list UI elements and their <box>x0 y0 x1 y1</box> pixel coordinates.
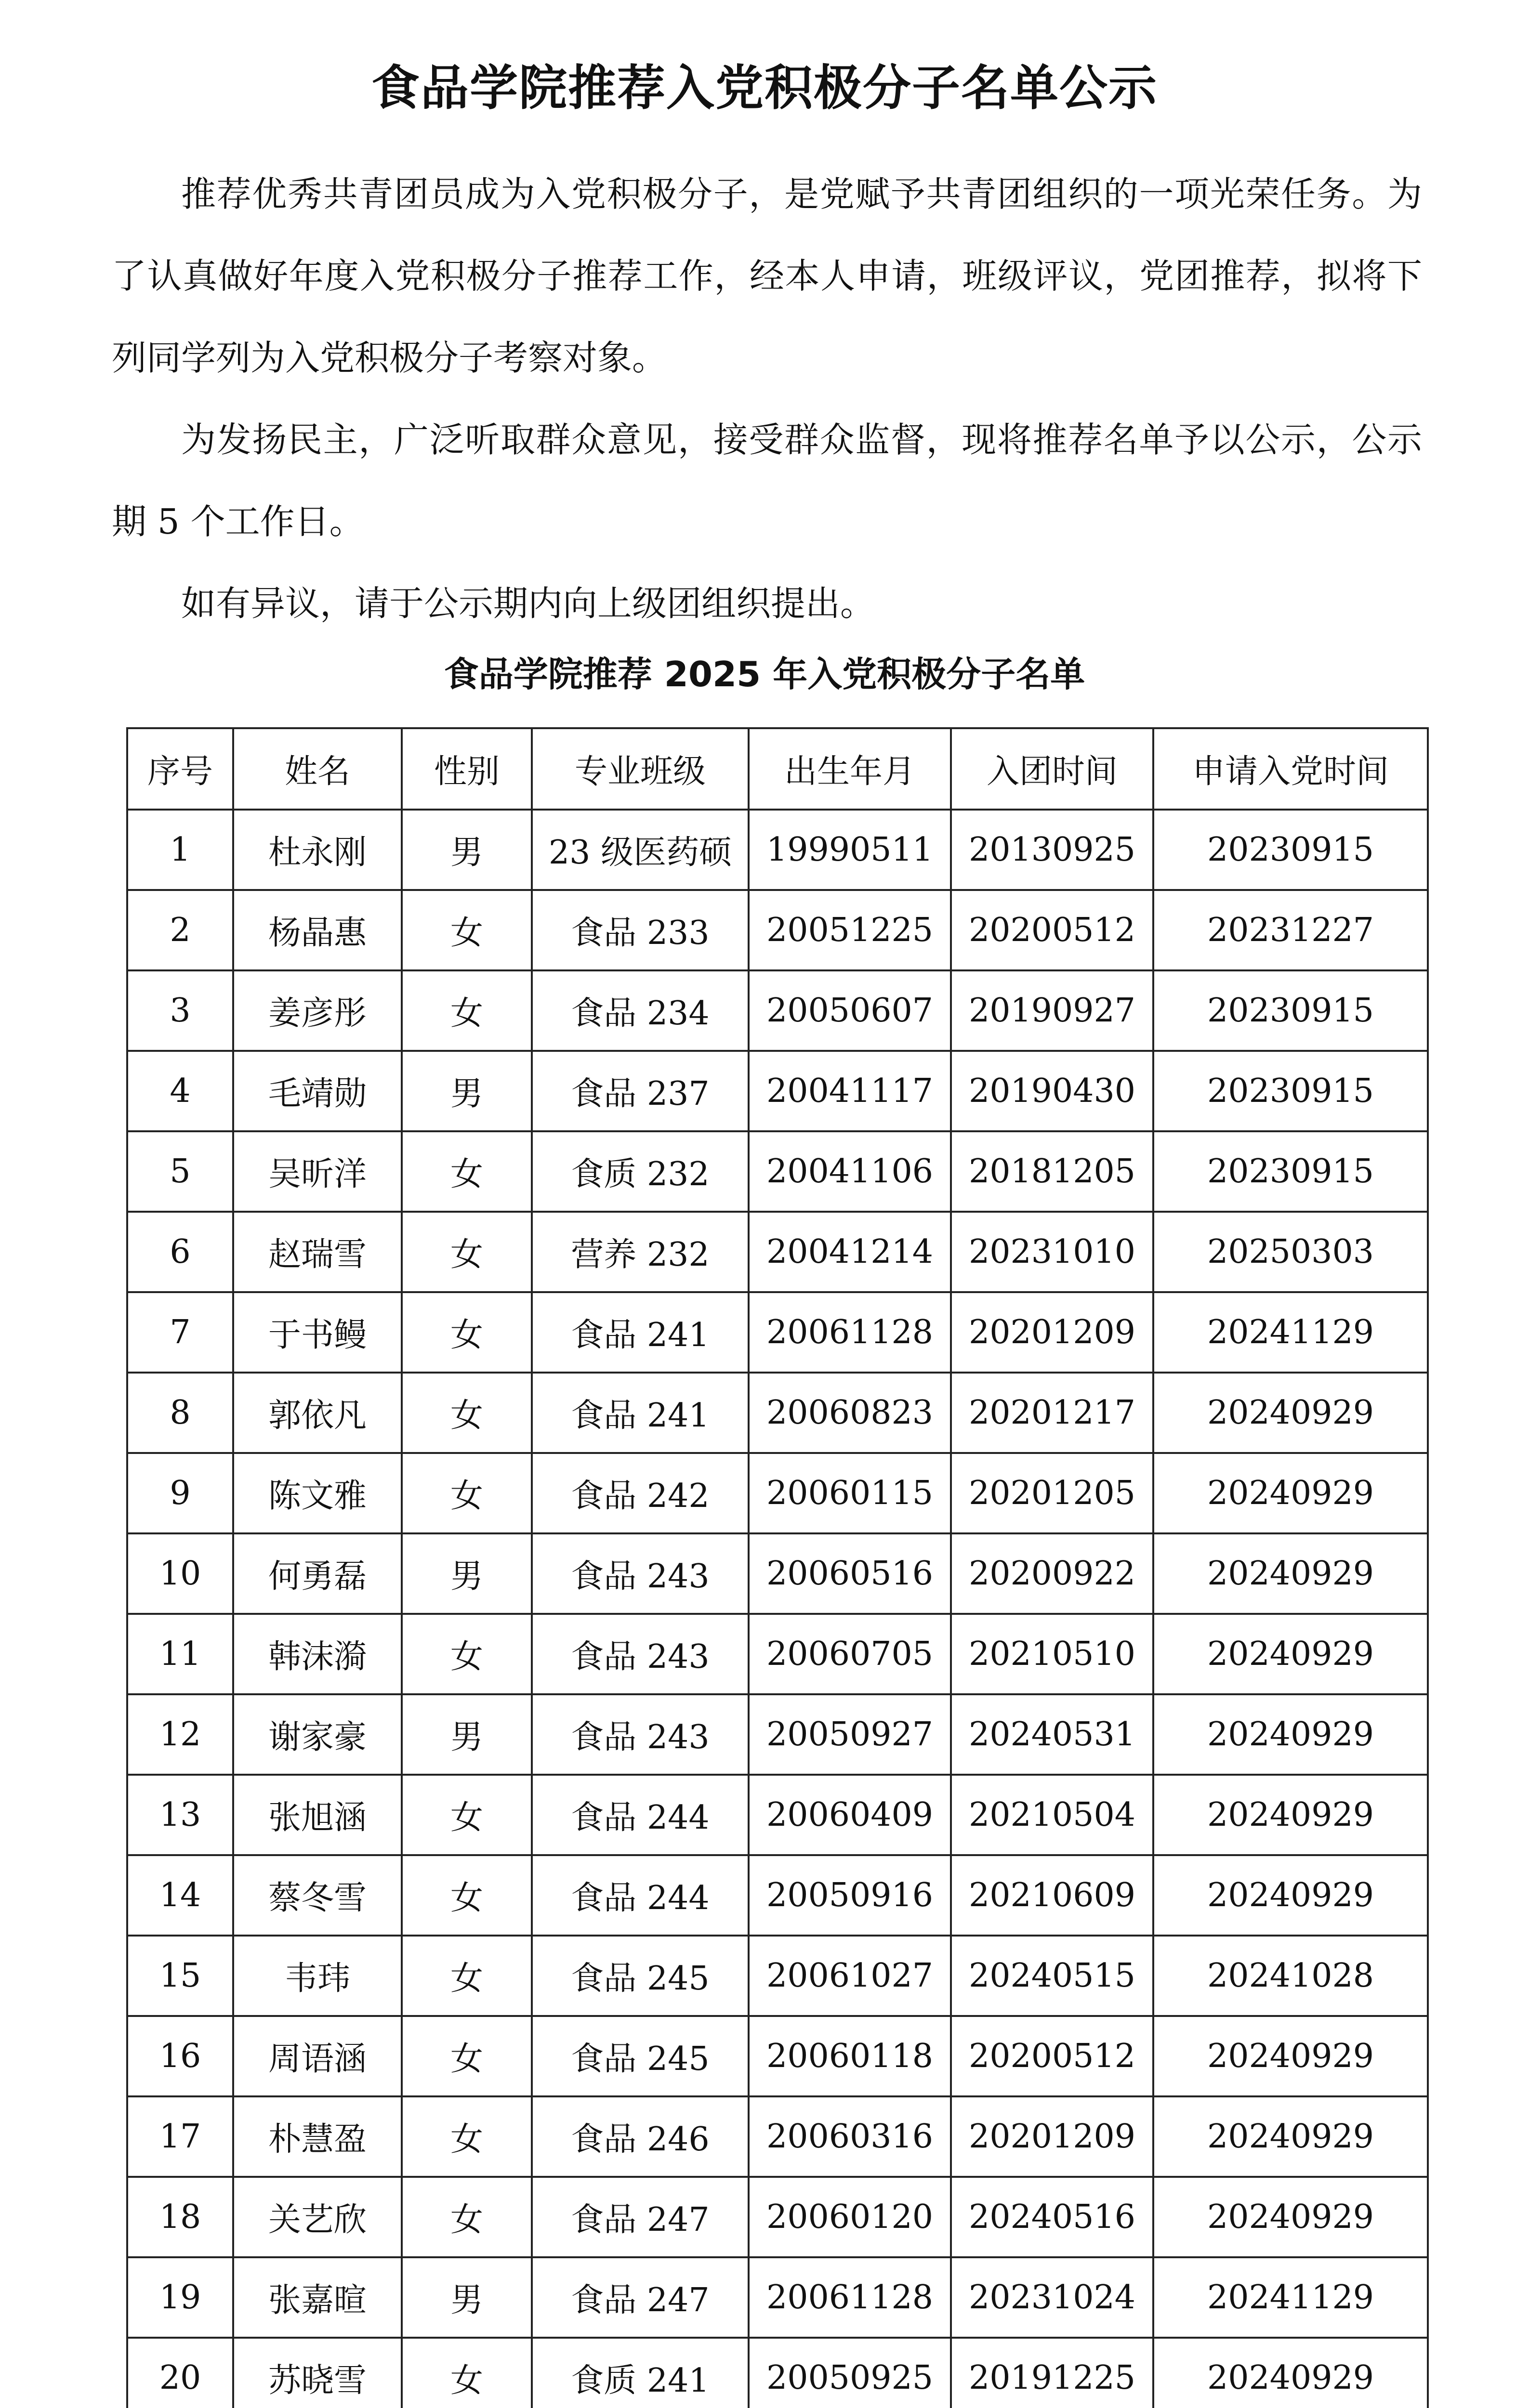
cell-index: 12 <box>127 1694 233 1775</box>
cell-name: 韦玮 <box>233 1936 402 2016</box>
cell-league-date: 20201209 <box>951 2096 1153 2177</box>
cell-class: 食品 237 <box>532 1051 749 1131</box>
cell-birth: 20050916 <box>749 1855 951 1936</box>
cell-gender: 女 <box>402 1212 532 1292</box>
cell-gender: 女 <box>402 1936 532 2016</box>
table-row <box>127 2177 1428 2257</box>
cell-name: 何勇磊 <box>233 1533 402 1614</box>
cell-class: 食品 242 <box>532 1453 749 1533</box>
cell-application-date: 20241028 <box>1153 1936 1428 2016</box>
cell-class: 食品 243 <box>532 1614 749 1694</box>
cell-league-date: 20130925 <box>951 810 1153 890</box>
cell-league-date: 20191225 <box>951 2338 1153 2408</box>
cell-index: 14 <box>127 1855 233 1936</box>
cell-gender: 男 <box>402 1051 532 1131</box>
cell-league-date: 20231010 <box>951 1212 1153 1292</box>
cell-name: 杜永刚 <box>233 810 402 890</box>
cell-application-date: 20240929 <box>1153 1453 1428 1533</box>
cell-birth: 20060120 <box>749 2177 951 2257</box>
intro-text <box>112 153 1422 644</box>
page-title: 食品学院推荐入党积极分子名单公示 <box>371 60 1158 116</box>
cell-class: 营养 232 <box>532 1212 749 1292</box>
cell-birth: 20060115 <box>749 1453 951 1533</box>
cell-birth: 20041214 <box>749 1212 951 1292</box>
cell-application-date: 20240929 <box>1153 1694 1428 1775</box>
cell-index: 1 <box>127 810 233 890</box>
cell-application-date: 20240929 <box>1153 1855 1428 1936</box>
table-row <box>127 890 1428 970</box>
header-index: 序号 <box>127 728 233 810</box>
cell-league-date: 20200512 <box>951 2016 1153 2096</box>
cell-name: 朴慧盈 <box>233 2096 402 2177</box>
cell-league-date: 20231024 <box>951 2257 1153 2338</box>
cell-gender: 男 <box>402 1694 532 1775</box>
cell-index: 5 <box>127 1131 233 1212</box>
cell-gender: 女 <box>402 1855 532 1936</box>
cell-application-date: 20240929 <box>1153 1614 1428 1694</box>
header-gender: 性别 <box>402 728 532 810</box>
table-row <box>127 1614 1428 1694</box>
cell-gender: 男 <box>402 1533 532 1614</box>
cell-class: 食品 243 <box>532 1533 749 1614</box>
table-row <box>127 1131 1428 1212</box>
table-row <box>127 1775 1428 1855</box>
cell-class: 食品 241 <box>532 1373 749 1453</box>
cell-league-date: 20201217 <box>951 1373 1153 1453</box>
cell-birth: 20050925 <box>749 2338 951 2408</box>
table-row <box>127 1855 1428 1936</box>
cell-application-date: 20240929 <box>1153 2016 1428 2096</box>
cell-birth: 20061128 <box>749 1292 951 1373</box>
cell-name: 韩沫漪 <box>233 1614 402 1694</box>
cell-class: 食品 243 <box>532 1694 749 1775</box>
intro-paragraph: 为发扬民主，广泛听取群众意见，接受群众监督，现将推荐名单予以公示，公示期 5 个工作日。 <box>112 419 1422 542</box>
cell-application-date: 20240929 <box>1153 1373 1428 1453</box>
cell-application-date: 20241129 <box>1153 2257 1428 2338</box>
table-row <box>127 970 1428 1051</box>
cell-birth: 20041117 <box>749 1051 951 1131</box>
cell-league-date: 20190927 <box>951 970 1153 1051</box>
cell-gender: 女 <box>402 2016 532 2096</box>
cell-index: 10 <box>127 1533 233 1614</box>
table-body <box>127 810 1428 2408</box>
cell-application-date: 20250303 <box>1153 1212 1428 1292</box>
cell-league-date: 20201209 <box>951 1292 1153 1373</box>
cell-name: 张嘉暄 <box>233 2257 402 2338</box>
cell-index: 4 <box>127 1051 233 1131</box>
cell-gender: 男 <box>402 2257 532 2338</box>
cell-class: 食品 244 <box>532 1855 749 1936</box>
cell-index: 15 <box>127 1936 233 2016</box>
cell-name: 郭依凡 <box>233 1373 402 1453</box>
cell-birth: 20060705 <box>749 1614 951 1694</box>
table-title: 食品学院推荐 2025 年入党积极分子名单 <box>444 654 1085 694</box>
cell-name: 杨晶惠 <box>233 890 402 970</box>
header-application-date: 申请入党时间 <box>1153 728 1428 810</box>
cell-application-date: 20240929 <box>1153 1775 1428 1855</box>
intro-paragraph: 如有异议，请于公示期内向上级团组织提出。 <box>181 583 875 624</box>
cell-class: 食品 247 <box>532 2257 749 2338</box>
cell-application-date: 20240929 <box>1153 2177 1428 2257</box>
cell-application-date: 20230915 <box>1153 810 1428 890</box>
roster-table <box>126 727 1429 2408</box>
cell-index: 9 <box>127 1453 233 1533</box>
cell-gender: 女 <box>402 1292 532 1373</box>
cell-application-date: 20241129 <box>1153 1292 1428 1373</box>
header-birth: 出生年月 <box>749 728 951 810</box>
cell-league-date: 20210510 <box>951 1614 1153 1694</box>
cell-class: 食品 241 <box>532 1292 749 1373</box>
intro-paragraph: 推荐优秀共青团员成为入党积极分子，是党赋予共青团组织的一项光荣任务。为了认真做好年度入党积极分子推荐工作，经本人申请，班级评议，党团推荐，拟将下列同学列为入党积极分子考察对象。 <box>112 174 1422 378</box>
cell-class: 食品 234 <box>532 970 749 1051</box>
cell-class: 食品 233 <box>532 890 749 970</box>
cell-index: 2 <box>127 890 233 970</box>
table-row <box>127 2096 1428 2177</box>
cell-name: 蔡冬雪 <box>233 1855 402 1936</box>
cell-birth: 20061027 <box>749 1936 951 2016</box>
cell-gender: 女 <box>402 890 532 970</box>
cell-name: 谢家豪 <box>233 1694 402 1775</box>
cell-birth: 20060823 <box>749 1373 951 1453</box>
cell-index: 18 <box>127 2177 233 2257</box>
cell-league-date: 20240515 <box>951 1936 1153 2016</box>
cell-birth: 20060409 <box>749 1775 951 1855</box>
cell-class: 食品 245 <box>532 1936 749 2016</box>
cell-index: 16 <box>127 2016 233 2096</box>
cell-application-date: 20230915 <box>1153 1051 1428 1131</box>
cell-birth: 20060118 <box>749 2016 951 2096</box>
table-row <box>127 1694 1428 1775</box>
cell-class: 食质 241 <box>532 2338 749 2408</box>
cell-gender: 女 <box>402 2096 532 2177</box>
cell-gender: 女 <box>402 2177 532 2257</box>
cell-league-date: 20240531 <box>951 1694 1153 1775</box>
table-row <box>127 1051 1428 1131</box>
cell-class: 食品 246 <box>532 2096 749 2177</box>
cell-gender: 女 <box>402 2338 532 2408</box>
cell-gender: 女 <box>402 1131 532 1212</box>
table-row <box>127 2257 1428 2338</box>
cell-index: 3 <box>127 970 233 1051</box>
cell-name: 于书鳗 <box>233 1292 402 1373</box>
cell-league-date: 20240516 <box>951 2177 1153 2257</box>
table-row <box>127 1533 1428 1614</box>
cell-birth: 20050607 <box>749 970 951 1051</box>
table-row <box>127 1292 1428 1373</box>
table-row <box>127 2338 1428 2408</box>
cell-league-date: 20200922 <box>951 1533 1153 1614</box>
cell-class: 食品 245 <box>532 2016 749 2096</box>
cell-application-date: 20240929 <box>1153 2338 1428 2408</box>
cell-gender: 女 <box>402 970 532 1051</box>
cell-birth: 20060516 <box>749 1533 951 1614</box>
cell-index: 20 <box>127 2338 233 2408</box>
table-row <box>127 1373 1428 1453</box>
cell-index: 11 <box>127 1614 233 1694</box>
cell-name: 赵瑞雪 <box>233 1212 402 1292</box>
cell-class: 食品 244 <box>532 1775 749 1855</box>
cell-index: 6 <box>127 1212 233 1292</box>
cell-birth: 20060316 <box>749 2096 951 2177</box>
cell-name: 陈文雅 <box>233 1453 402 1533</box>
cell-application-date: 20240929 <box>1153 1533 1428 1614</box>
cell-league-date: 20190430 <box>951 1051 1153 1131</box>
table-row <box>127 2016 1428 2096</box>
header-name: 姓名 <box>233 728 402 810</box>
cell-index: 7 <box>127 1292 233 1373</box>
cell-league-date: 20181205 <box>951 1131 1153 1212</box>
cell-league-date: 20210609 <box>951 1855 1153 1936</box>
cell-index: 17 <box>127 2096 233 2177</box>
cell-name: 吴昕洋 <box>233 1131 402 1212</box>
cell-application-date: 20230915 <box>1153 970 1428 1051</box>
cell-index: 13 <box>127 1775 233 1855</box>
cell-application-date: 20230915 <box>1153 1131 1428 1212</box>
cell-name: 苏晓雪 <box>233 2338 402 2408</box>
table-row <box>127 810 1428 890</box>
cell-league-date: 20201205 <box>951 1453 1153 1533</box>
table-row <box>127 1453 1428 1533</box>
cell-class: 食品 247 <box>532 2177 749 2257</box>
cell-class: 食质 232 <box>532 1131 749 1212</box>
cell-league-date: 20210504 <box>951 1775 1153 1855</box>
cell-index: 8 <box>127 1373 233 1453</box>
table-row <box>127 1936 1428 2016</box>
cell-birth: 19990511 <box>749 810 951 890</box>
cell-name: 周语涵 <box>233 2016 402 2096</box>
cell-application-date: 20231227 <box>1153 890 1428 970</box>
cell-gender: 女 <box>402 1775 532 1855</box>
cell-name: 毛靖勋 <box>233 1051 402 1131</box>
cell-league-date: 20200512 <box>951 890 1153 970</box>
cell-gender: 男 <box>402 810 532 890</box>
cell-birth: 20041106 <box>749 1131 951 1212</box>
cell-name: 关艺欣 <box>233 2177 402 2257</box>
table-header-row <box>127 728 1428 810</box>
cell-name: 姜彦彤 <box>233 970 402 1051</box>
cell-birth: 20051225 <box>749 890 951 970</box>
cell-class: 23 级医药硕 <box>532 810 749 890</box>
cell-birth: 20061128 <box>749 2257 951 2338</box>
cell-gender: 女 <box>402 1373 532 1453</box>
cell-index: 19 <box>127 2257 233 2338</box>
cell-gender: 女 <box>402 1453 532 1533</box>
cell-application-date: 20240929 <box>1153 2096 1428 2177</box>
table-row <box>127 1212 1428 1292</box>
cell-name: 张旭涵 <box>233 1775 402 1855</box>
header-class: 专业班级 <box>532 728 749 810</box>
header-league-date: 入团时间 <box>951 728 1153 810</box>
cell-gender: 女 <box>402 1614 532 1694</box>
cell-birth: 20050927 <box>749 1694 951 1775</box>
